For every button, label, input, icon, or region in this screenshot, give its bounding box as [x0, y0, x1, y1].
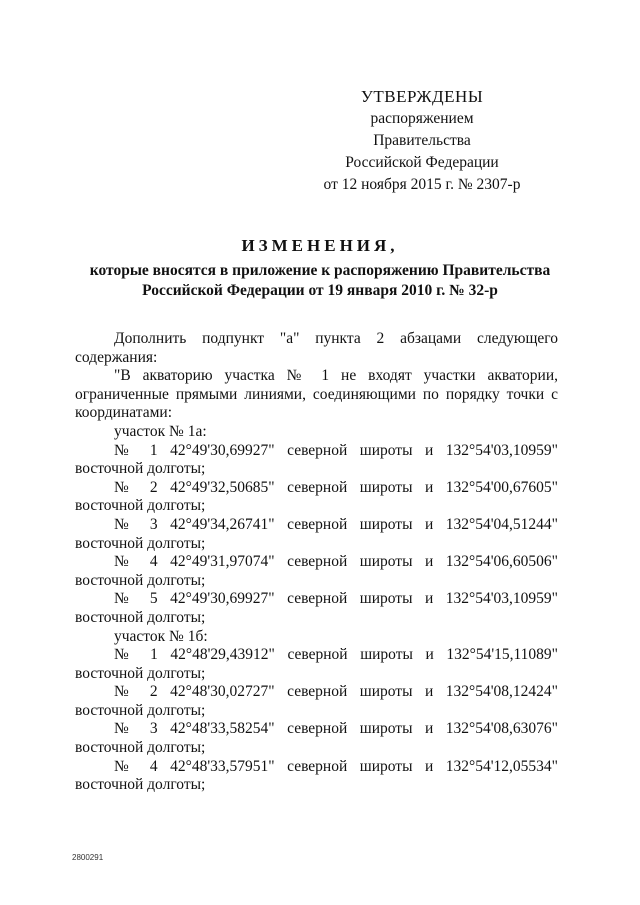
document-subtitle [82, 261, 558, 301]
coordinate-point: № 5 42°49'30,69927" северной широты и 132°54'03,10959" восточной долготы; [75, 590, 558, 626]
coordinate-point: № 1 42°49'30,69927" северной широты и 132°54'03,10959" восточной долготы; [75, 441, 558, 478]
section-1a-label: участок № 1а: [114, 422, 207, 440]
coordinate-point: № 4 42°49'31,97074" северной широты и 132°54'06,60506" восточной долготы; [75, 553, 558, 589]
quote-paragraph: "В акваторию участка № 1 не входят участки акватории, ограниченные прямыми линиями, соединяющими по порядку точки с координатами: [75, 367, 558, 422]
coordinate-point: № 2 42°48'30,02727" северной широты и 132°54'08,12424" восточной долготы; [75, 683, 558, 719]
subtitle-line-2: Российской Федерации от 19 января 2010 г. № 32-р [142, 282, 498, 299]
approval-line-2: Российской Федерации [345, 154, 499, 171]
subtitle-line-1: которые вносятся в приложение к распоряжению Правительства [89, 262, 551, 279]
coordinate-point: № 1 42°48'29,43912" северной широты и 132°54'15,11089" восточной долготы; [75, 646, 558, 682]
coordinate-point: № 2 42°49'32,50685" северной широты и 132°54'00,67605" восточной долготы; [75, 478, 558, 515]
approval-line-1: распоряжением Правительства [370, 110, 474, 149]
intro-paragraph: Дополнить подпункт "а" пункта 2 абзацами следующего содержания: [75, 330, 558, 366]
section-1b-label: участок № 1б: [114, 627, 208, 645]
approval-block [322, 86, 522, 196]
approval-line-3: от 12 ноября 2015 г. № 2307-р [323, 176, 521, 193]
coordinate-point: № 3 42°49'34,26741" северной широты и 132°54'04,51244" восточной долготы; [75, 515, 558, 552]
footer-code: 2800291 [72, 853, 104, 862]
document-body [75, 330, 558, 795]
approval-heading: УТВЕРЖДЕНЫ [360, 87, 484, 106]
coordinate-point: № 3 42°48'33,58254" северной широты и 132°54'08,63076" восточной долготы; [75, 720, 558, 757]
coordinate-point: № 4 42°48'33,57951" северной широты и 132°54'12,05534" восточной долготы; [75, 757, 558, 794]
document-title: ИЗМЕНЕНИЯ, [241, 236, 399, 255]
